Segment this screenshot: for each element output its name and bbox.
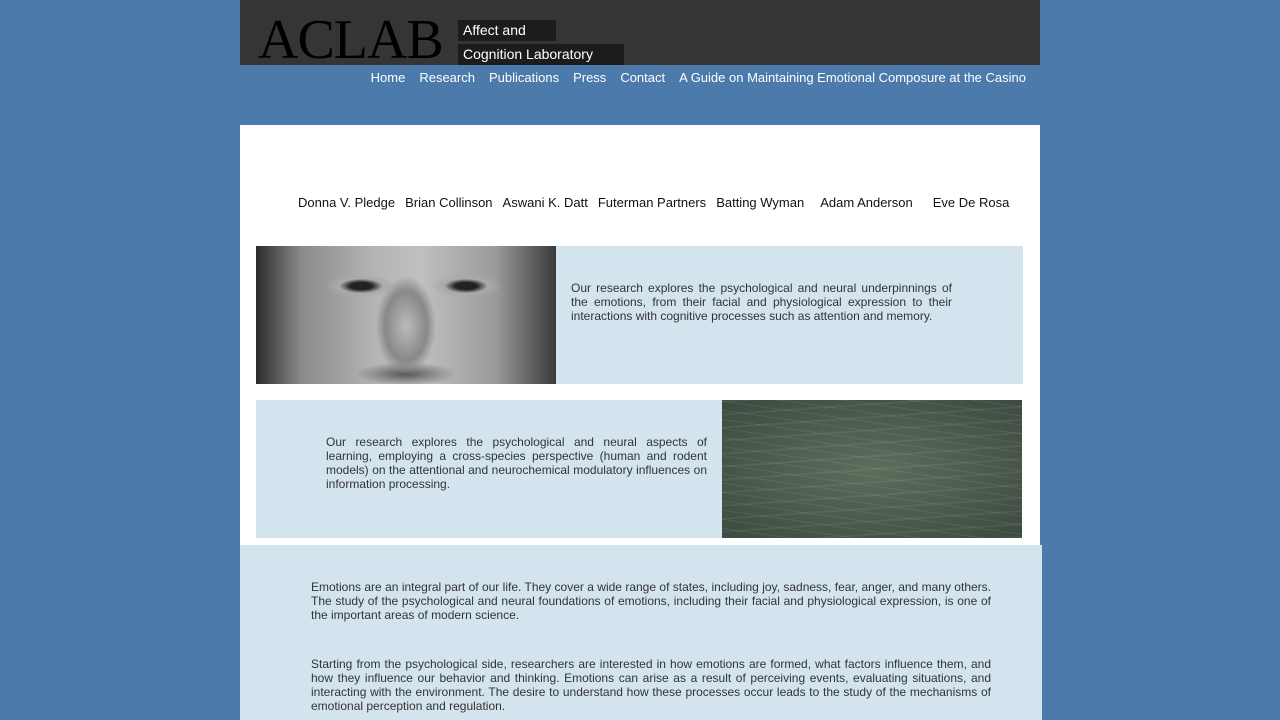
main-content	[240, 125, 1040, 545]
article-section	[240, 545, 1042, 720]
person-link[interactable]: Aswani K. Datt	[502, 195, 588, 210]
person-link[interactable]: Eve De Rosa	[932, 195, 1010, 210]
nav-research[interactable]: Research	[419, 70, 475, 85]
person-link[interactable]: Adam Anderson	[820, 195, 913, 210]
research-card-learning	[256, 400, 1022, 538]
logo-tagline-line1: Affect and	[458, 20, 556, 41]
article-paragraph: Starting from the psychological side, researchers are interested in how emotions are formed, what factors influence them, and how they influence our behavior and thinking. Emotions can arise as a result of perceiving events, evaluating situations, and interacting with the environment. The desire to understand how these processes occur leads to the study of the mechanisms of emotional perception and regulation.	[311, 657, 991, 713]
research-card-text: Our research explores the psychological and neural underpinnings of the emotions, from their facial and physiological expression to their interactions with cognitive processes such as attention and memory.	[571, 281, 952, 323]
main-nav	[364, 69, 1033, 86]
nav-casino-guide[interactable]: A Guide on Maintaining Emotional Composure at the Casino	[679, 70, 1026, 85]
nav-publications[interactable]: Publications	[488, 70, 560, 85]
article-paragraph: Emotions are an integral part of our life. They cover a wide range of states, including joy, sadness, fear, anger, and many others. The study of the psychological and neural foundations of emotions, including their facial and physiological expression, is one of the important areas of modern science.	[311, 580, 991, 622]
person-link[interactable]: Donna V. Pledge	[298, 195, 396, 210]
research-card-text: Our research explores the psychological and neural aspects of learning, employing a cross-species perspective (human and rodent models) on the attentional and neurochemical modulatory influences on information processing.	[326, 435, 707, 491]
nav-home[interactable]: Home	[370, 70, 406, 85]
research-card-emotions	[256, 246, 1023, 384]
people-list	[298, 195, 1019, 210]
site-header	[240, 0, 1040, 71]
person-link[interactable]: Batting Wyman	[716, 195, 805, 210]
nav-press[interactable]: Press	[573, 70, 607, 85]
nav-contact[interactable]: Contact	[620, 70, 666, 85]
person-link[interactable]: Futerman Partners	[597, 195, 707, 210]
logo-tagline-line2: Cognition Laboratory	[458, 44, 624, 65]
logo-wordmark[interactable]: ACLAB	[258, 9, 443, 71]
person-link[interactable]: Brian Collinson	[405, 195, 493, 210]
face-photo	[256, 246, 556, 384]
chalkboard-photo	[722, 400, 1022, 538]
